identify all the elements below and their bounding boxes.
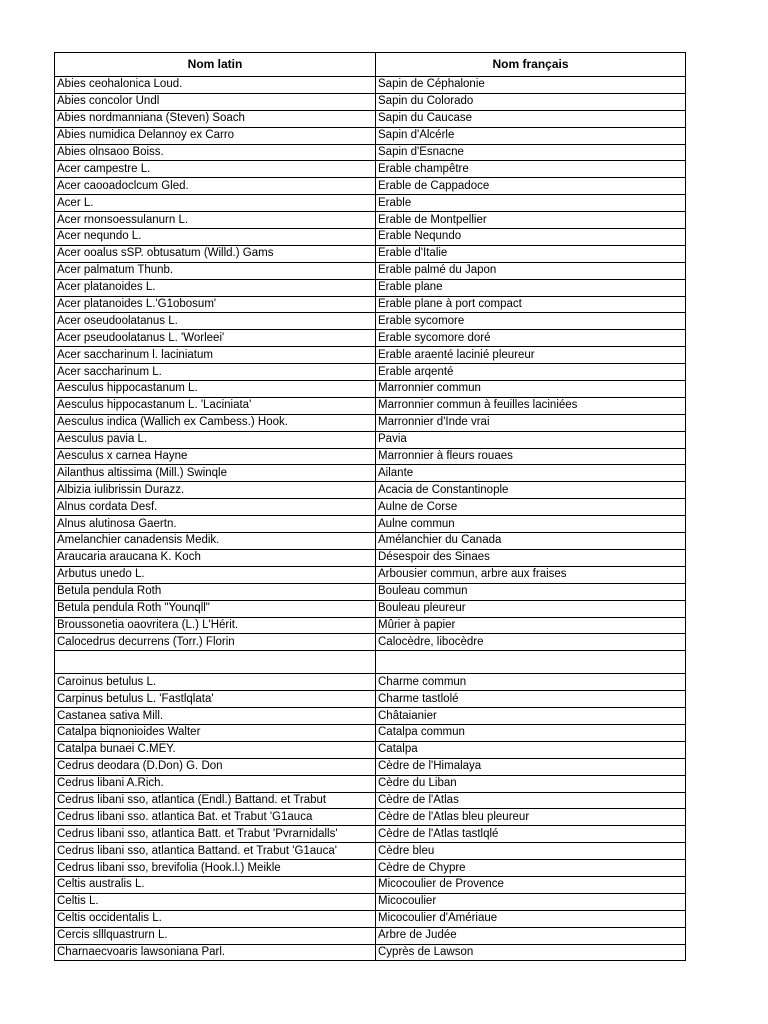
table-row	[55, 465, 686, 482]
table-row	[55, 381, 686, 398]
table-row	[55, 944, 686, 961]
latin-name-cell: Carpinus betulus L. 'Fastlqlata'	[55, 691, 376, 708]
table-row	[55, 775, 686, 792]
french-name-cell: Erable plane à port compact	[376, 296, 686, 313]
table-row	[55, 893, 686, 910]
french-name-cell: Pavia	[376, 431, 686, 448]
table-row	[55, 910, 686, 927]
french-name-cell: Marronnier d'Inde vrai	[376, 414, 686, 431]
table-row	[55, 826, 686, 843]
table-row	[55, 77, 686, 94]
table-header-row	[55, 53, 686, 77]
french-name-cell: Marronnier commun à feuilles laciniées	[376, 397, 686, 414]
latin-name-cell: Caroinus betulus L.	[55, 674, 376, 691]
table-row	[55, 482, 686, 499]
french-name-cell: Erable de Montpellier	[376, 212, 686, 229]
french-name-cell: Catalpa commun	[376, 724, 686, 741]
table-row	[55, 195, 686, 212]
table-row	[55, 708, 686, 725]
french-name-cell: Calocèdre, libocèdre	[376, 634, 686, 651]
table-row	[55, 499, 686, 516]
latin-name-cell: Broussonetia oaovritera (L.) L'Hérit.	[55, 617, 376, 634]
french-name-cell: Châtaianier	[376, 708, 686, 725]
french-name-cell: Cèdre du Liban	[376, 775, 686, 792]
table-row	[55, 927, 686, 944]
french-name-cell: Erable de Cappadoce	[376, 178, 686, 195]
latin-name-cell: Cedrus libani A.Rich.	[55, 775, 376, 792]
table-row	[55, 313, 686, 330]
latin-name-cell: Aesculus pavia L.	[55, 431, 376, 448]
table-row	[55, 245, 686, 262]
table-body	[55, 77, 686, 961]
table-row	[55, 583, 686, 600]
latin-name-cell: Acer rnonsoessulanurn L.	[55, 212, 376, 229]
french-name-cell: Amélanchier du Canada	[376, 533, 686, 550]
latin-name-cell: Aesculus indica (Wallich ex Cambess.) Hook.	[55, 414, 376, 431]
table-row	[55, 212, 686, 229]
header-french-name: Nom français	[376, 53, 686, 77]
table-row	[55, 691, 686, 708]
latin-name-cell: Castanea sativa Mill.	[55, 708, 376, 725]
latin-name-cell: Acer nequndo L.	[55, 229, 376, 246]
french-name-cell: Mûrier à papier	[376, 617, 686, 634]
french-name-cell: Erable arqenté	[376, 364, 686, 381]
latin-name-cell: Betula pendula Roth "Younqll"	[55, 600, 376, 617]
latin-name-cell: Alnus alutinosa Gaertn.	[55, 516, 376, 533]
latin-name-cell: Betula pendula Roth	[55, 583, 376, 600]
table-row	[55, 651, 686, 674]
latin-name-cell: Abies nordmanniana (Steven) Soach	[55, 110, 376, 127]
latin-name-cell: Celtis occidentalis L.	[55, 910, 376, 927]
french-name-cell: Cèdre de l'Atlas tastlqlé	[376, 826, 686, 843]
table-row	[55, 110, 686, 127]
latin-name-cell: Aesculus hippocastanum L. 'Laciniata'	[55, 397, 376, 414]
latin-name-cell: Aesculus hippocastanum L.	[55, 381, 376, 398]
latin-name-cell: Albizia iulibrissin Durazz.	[55, 482, 376, 499]
table-row	[55, 364, 686, 381]
french-name-cell: Bouleau pleureur	[376, 600, 686, 617]
table-row	[55, 843, 686, 860]
table-row	[55, 93, 686, 110]
latin-name-cell: Abies olnsaoo Boiss.	[55, 144, 376, 161]
table-row	[55, 792, 686, 809]
french-name-cell: Micocoulier	[376, 893, 686, 910]
latin-name-cell: Araucaria araucana K. Koch	[55, 549, 376, 566]
latin-name-cell: Cedrus libani sso, atlantica Battand. et Trabut 'G1auca'	[55, 843, 376, 860]
french-name-cell: Catalpa	[376, 741, 686, 758]
table-row	[55, 431, 686, 448]
french-name-cell: Cèdre de Chypre	[376, 860, 686, 877]
latin-name-cell: Catalpa bunaei C.MEY.	[55, 741, 376, 758]
french-name-cell: Micocoulier d'Amériaue	[376, 910, 686, 927]
french-name-cell: Cèdre de l'Atlas bleu pleureur	[376, 809, 686, 826]
french-name-cell	[376, 651, 686, 674]
french-name-cell: Micocoulier de Provence	[376, 876, 686, 893]
french-name-cell: Charme tastlolé	[376, 691, 686, 708]
latin-name-cell: Acer L.	[55, 195, 376, 212]
french-name-cell: Cèdre de l'Atlas	[376, 792, 686, 809]
latin-name-cell: Acer palmatum Thunb.	[55, 262, 376, 279]
latin-name-cell: Acer saccharinum l. laciniatum	[55, 347, 376, 364]
latin-name-cell: Cercis slllquastrurn L.	[55, 927, 376, 944]
french-name-cell: Marronnier à fleurs rouaes	[376, 448, 686, 465]
latin-name-cell: Aesculus x carnea Hayne	[55, 448, 376, 465]
french-name-cell: Ailante	[376, 465, 686, 482]
french-name-cell: Aulne commun	[376, 516, 686, 533]
latin-name-cell: Cedrus deodara (D.Don) G. Don	[55, 758, 376, 775]
latin-name-cell: Alnus cordata Desf.	[55, 499, 376, 516]
table-row	[55, 876, 686, 893]
french-name-cell: Cèdre bleu	[376, 843, 686, 860]
table-row	[55, 600, 686, 617]
latin-name-cell: Cedrus libani sso, atlantica Batt. et Trabut 'Pvrarnidalls'	[55, 826, 376, 843]
latin-name-cell: Cedrus libani sso, brevifolia (Hook.l.) Meikle	[55, 860, 376, 877]
species-table-container	[54, 52, 686, 961]
table-row	[55, 566, 686, 583]
latin-name-cell: Acer campestre L.	[55, 161, 376, 178]
french-name-cell: Sapin du Caucase	[376, 110, 686, 127]
latin-name-cell: Charnaecvoaris lawsoniana Parl.	[55, 944, 376, 961]
french-name-cell: Acacia de Constantinople	[376, 482, 686, 499]
latin-name-cell: Acer saccharinum L.	[55, 364, 376, 381]
french-name-cell: Sapin d'Alcérle	[376, 127, 686, 144]
latin-name-cell: Cedrus libani sso. atlantica Bat. et Trabut 'G1auca	[55, 809, 376, 826]
french-name-cell: Erable d'Italie	[376, 245, 686, 262]
latin-name-cell: Abies numidica Delannoy ex Carro	[55, 127, 376, 144]
french-name-cell: Erable Nequndo	[376, 229, 686, 246]
table-row	[55, 330, 686, 347]
french-name-cell: Arbousier commun, arbre aux fraises	[376, 566, 686, 583]
french-name-cell: Aulne de Corse	[376, 499, 686, 516]
table-row	[55, 549, 686, 566]
french-name-cell: Marronnier commun	[376, 381, 686, 398]
table-row	[55, 741, 686, 758]
latin-name-cell: Ailanthus altissima (Mill.) Swinqle	[55, 465, 376, 482]
table-row	[55, 617, 686, 634]
latin-name-cell: Abies concolor Undl	[55, 93, 376, 110]
table-row	[55, 178, 686, 195]
table-row	[55, 397, 686, 414]
latin-name-cell: Acer oseudoolatanus L.	[55, 313, 376, 330]
table-row	[55, 144, 686, 161]
table-row	[55, 809, 686, 826]
latin-name-cell: Acer ooalus sSP. obtusatum (Willd.) Gams	[55, 245, 376, 262]
table-row	[55, 516, 686, 533]
latin-name-cell: Amelanchier canadensis Medik.	[55, 533, 376, 550]
french-name-cell: Erable	[376, 195, 686, 212]
table-row	[55, 448, 686, 465]
table-row	[55, 533, 686, 550]
french-name-cell: Sapin du Colorado	[376, 93, 686, 110]
french-name-cell: Erable sycomore doré	[376, 330, 686, 347]
french-name-cell: Erable champêtre	[376, 161, 686, 178]
french-name-cell: Sapin de Céphalonie	[376, 77, 686, 94]
french-name-cell: Erable plane	[376, 279, 686, 296]
table-row	[55, 279, 686, 296]
table-row	[55, 161, 686, 178]
table-row	[55, 229, 686, 246]
french-name-cell: Sapin d'Esnacne	[376, 144, 686, 161]
table-row	[55, 262, 686, 279]
latin-name-cell: Celtis L.	[55, 893, 376, 910]
table-row	[55, 634, 686, 651]
latin-name-cell: Acer pseudoolatanus L. 'Worleei'	[55, 330, 376, 347]
french-name-cell: Bouleau commun	[376, 583, 686, 600]
latin-name-cell: Acer platanoides L.	[55, 279, 376, 296]
latin-name-cell: Calocedrus decurrens (Torr.) Florin	[55, 634, 376, 651]
latin-name-cell: Acer platanoides L.'G1obosum'	[55, 296, 376, 313]
latin-name-cell	[55, 651, 376, 674]
table-row	[55, 414, 686, 431]
french-name-cell: Désespoir des Sinaes	[376, 549, 686, 566]
french-name-cell: Cèdre de l'Himalaya	[376, 758, 686, 775]
french-name-cell: Charme commun	[376, 674, 686, 691]
table-row	[55, 860, 686, 877]
species-table	[54, 52, 686, 961]
header-latin-name: Nom latin	[55, 53, 376, 77]
latin-name-cell: Catalpa biqnonioides Walter	[55, 724, 376, 741]
latin-name-cell: Celtis australis L.	[55, 876, 376, 893]
french-name-cell: Erable palmé du Japon	[376, 262, 686, 279]
latin-name-cell: Abies ceohalonica Loud.	[55, 77, 376, 94]
table-row	[55, 758, 686, 775]
french-name-cell: Cyprès de Lawson	[376, 944, 686, 961]
french-name-cell: Erable sycomore	[376, 313, 686, 330]
latin-name-cell: Acer caooadoclcum Gled.	[55, 178, 376, 195]
latin-name-cell: Cedrus libani sso, atlantica (Endl.) Battand. et Trabut	[55, 792, 376, 809]
table-row	[55, 674, 686, 691]
latin-name-cell: Arbutus unedo L.	[55, 566, 376, 583]
table-row	[55, 127, 686, 144]
french-name-cell: Arbre de Judée	[376, 927, 686, 944]
table-row	[55, 296, 686, 313]
french-name-cell: Erable araenté lacinié pleureur	[376, 347, 686, 364]
table-row	[55, 724, 686, 741]
table-row	[55, 347, 686, 364]
